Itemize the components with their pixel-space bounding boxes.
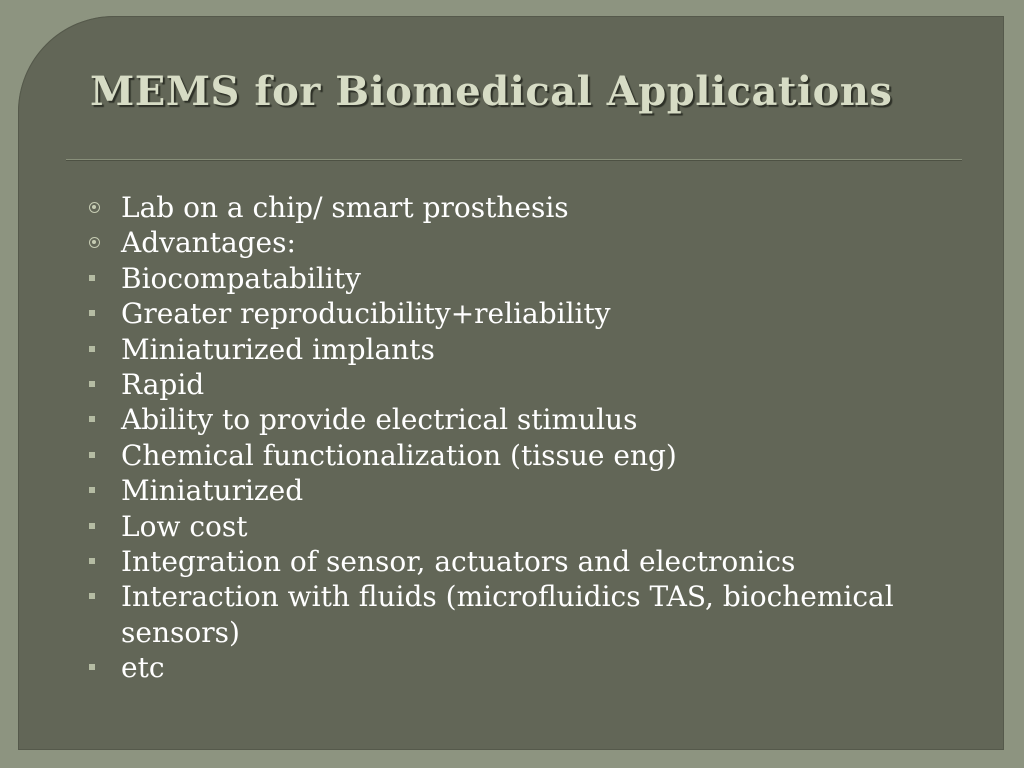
square-bullet-icon (86, 473, 106, 508)
list-item (86, 473, 966, 508)
square-bullet-icon (86, 296, 106, 331)
bullet-list (86, 190, 966, 686)
square-bullet-icon (86, 509, 106, 544)
square-bullet-icon (86, 544, 106, 579)
list-item-text: Ability to provide electrical stimulus (121, 403, 638, 437)
list-item-text: etc (121, 651, 165, 685)
list-item-text: Low cost (121, 509, 248, 543)
list-item-text: Interaction with fluids (microfluidics TAS, biochemical sensors) (121, 580, 894, 649)
square-bullet-icon (86, 579, 106, 614)
list-item (86, 332, 966, 367)
list-item-text: Integration of sensor, actuators and electronics (121, 545, 796, 579)
list-item-text: Greater reproducibility+reliability (121, 297, 611, 331)
list-item (86, 544, 966, 579)
square-bullet-icon (86, 367, 106, 402)
list-item (86, 509, 966, 544)
list-item-text: Biocompatability (121, 261, 361, 295)
slide-title: MEMS for Biomedical Applications (90, 68, 893, 115)
square-bullet-icon (86, 438, 106, 473)
list-item-text: Miniaturized (121, 474, 304, 508)
square-bullet-icon (86, 402, 106, 437)
square-bullet-icon (86, 332, 106, 367)
list-item (86, 402, 966, 437)
circle-bullet-icon (86, 190, 106, 225)
list-item (86, 190, 966, 225)
list-item (86, 261, 966, 296)
list-item (86, 438, 966, 473)
circle-bullet-icon (86, 225, 106, 260)
list-item (86, 296, 966, 331)
list-item-text: Chemical functionalization (tissue eng) (121, 438, 677, 472)
list-item-text: Advantages: (121, 226, 296, 260)
square-bullet-icon (86, 650, 106, 685)
list-item (86, 367, 966, 402)
list-item-text: Lab on a chip/ smart prosthesis (121, 191, 569, 224)
list-item (86, 650, 966, 685)
title-divider (66, 159, 962, 161)
square-bullet-icon (86, 261, 106, 296)
list-item-text: Rapid (121, 368, 205, 402)
list-item (86, 225, 966, 260)
list-item-text: Miniaturized implants (121, 332, 435, 366)
list-item (86, 579, 966, 650)
